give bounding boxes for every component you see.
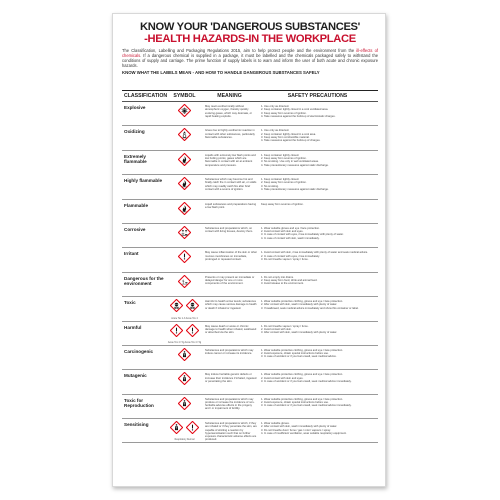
meaning-cell: Presents or may present an immediate or delayed danger for one or more components of the environment. — [205, 275, 255, 286]
precautions-cell — [257, 297, 378, 320]
precaution-line: 2. Keep container tightly closed in a cool area. — [261, 132, 316, 136]
meaning-cell: May cause inflammation of the skin or other mucous membranes on immediate, prolonged or repeated contact. — [205, 251, 257, 261]
intro-text-start: The Classification, Labelling and Packaging Regulations 2015, aim to help protect people and the environment from the — [122, 47, 357, 53]
health-hazard-icon — [178, 397, 191, 410]
exclamation-mark-icon — [186, 421, 199, 434]
precaution-line: 2. Avoid exposure, obtain special instructions before use. — [261, 400, 329, 404]
hazard-row — [122, 175, 378, 199]
precaution-line: 3. In case of accident or if you feel unwell, seek medical advice. — [261, 355, 337, 359]
precautions-cell — [257, 370, 378, 393]
classification-cell: Highly flammable — [124, 178, 163, 184]
header-classification: CLASSIFICATION — [124, 93, 168, 99]
hazard-row — [122, 126, 378, 150]
header-meaning: MEANING — [217, 93, 242, 99]
meaning-cell: Gives rise to highly exothermic reaction in contact with other substances, particularly flammable substances. — [205, 129, 255, 139]
precaution-line: 3. After contact with skin, wash immediately with plenty of water. — [261, 331, 338, 335]
precautions-cell — [257, 151, 378, 174]
health-hazard-icon — [178, 348, 191, 361]
symbol-cell — [167, 273, 202, 296]
hazard-row — [122, 151, 378, 175]
hazard-row — [122, 224, 378, 248]
precaution-line: 2. In case of contact with eyes, rinse immediately. — [261, 254, 320, 258]
hazard-row — [122, 248, 378, 272]
hazard-row — [122, 395, 378, 419]
precaution-line: 1. Wear suitable protective clothing, gloves and eye / face protection. — [261, 373, 343, 377]
precautions-cell — [257, 273, 378, 296]
classification-cell: Oxidizing — [124, 129, 145, 135]
classification-cell: Harmful — [124, 324, 142, 330]
precaution-line: 2. After contact with skin, wash immediately with plenty of water. — [261, 303, 338, 307]
precaution-line: 2. Keep away from food, drink and animal feed. — [261, 278, 318, 282]
symbol-cell — [167, 151, 202, 174]
precaution-line: 2. After contact with skin, wash immediately with plenty of water. — [261, 425, 338, 429]
precaution-line: 2. Avoid exposure, obtain special instructions before use. — [261, 352, 329, 356]
precaution-line: 1. Do not empty into drains. — [261, 275, 294, 279]
precaution-line: 3. Avoid release to the environment. — [261, 282, 304, 286]
header-safety-precautions: SAFETY PRECAUTIONS — [287, 93, 348, 99]
precaution-line: 3. In case of contact with eyes, rinse immediately with plenty of water. — [261, 233, 344, 237]
precaution-line: 1. Do not breathe vapour / spray / fume. — [261, 324, 309, 328]
skull-crossbones-icon — [186, 299, 199, 312]
precautions-cell — [257, 102, 378, 125]
precaution-line: 2. Avoid contact with skin and eyes. — [261, 230, 304, 234]
meaning-cell: Substances and preparations which may induce cancer or increase its incidence. — [205, 348, 254, 356]
intro-highlight: ill-effects of chemicals — [122, 47, 378, 58]
precaution-line: 3. Keep away from sources of ignition. — [261, 111, 307, 115]
precaution-line: 4. Take measures against the build-up of charges. — [261, 139, 321, 143]
hazard-table — [122, 90, 378, 443]
symbol-cell — [167, 419, 202, 442]
precaution-line: 1. Keep container tightly closed. — [261, 178, 300, 182]
environment-icon — [178, 275, 191, 288]
precautions-cell — [257, 346, 378, 369]
table-header-row — [122, 91, 378, 102]
precaution-line: 3. In case of accident or if you feel unwell, seek medical advice immediately. — [261, 404, 352, 408]
precaution-line: 2. Keep away from sources of ignition. — [261, 181, 307, 185]
precaution-line: 1. Wear suitable protective clothing, gloves and eye / face protection. — [261, 348, 343, 352]
flame-icon — [178, 153, 191, 166]
hazard-rows — [122, 102, 378, 443]
precaution-line: 2. Avoid contact with skin. — [261, 327, 292, 331]
meaning-cell: May react exothermically without atmospheric oxygen, thereby quickly evolving gases, which may detonate, or rapid heating explode. — [205, 105, 253, 118]
meaning-cell: Liquid substances and preparations having a low flash point. — [205, 202, 257, 209]
hazard-row — [122, 370, 378, 394]
hazard-row — [122, 102, 378, 126]
precaution-line: 1. Avoid contact with skin, rinse immediately with plenty of water and seek medical advice. — [261, 251, 369, 255]
exclamation-mark-icon — [186, 324, 199, 337]
poster-header — [122, 21, 378, 75]
precaution-line: 1. Use only as directed. — [261, 129, 290, 133]
classification-cell: Dangerous for the environment — [124, 275, 164, 286]
corrosion-icon — [178, 226, 191, 239]
meaning-cell: May cause death or acute or chronic damage to health when inhaled, swallowed or absorbed via the skin. — [205, 324, 257, 335]
symbol-cell — [167, 126, 202, 149]
precautions-cell — [257, 200, 378, 223]
precaution-line: 1. Wear suitable protective clothing, gloves and eye / face protection. — [261, 397, 343, 401]
exclamation-mark-icon — [178, 250, 191, 263]
symbol-cell — [167, 395, 202, 418]
hazard-row — [122, 200, 378, 224]
precaution-line: 3. No smoking. Use only in well ventilated areas. — [261, 160, 319, 164]
meaning-cell: Substances and preparations which, if they are inhaled or if they penetrate the skin, are capable of eliciting a reaction by hypersensitisation such that on further exposure characteristic adverse effects are produced. — [205, 422, 257, 442]
classification-cell: Toxic for Reproduction — [124, 397, 154, 408]
precaution-line: 4. Take precautionary measures against static discharge. — [261, 187, 329, 191]
exclamation-mark-icon — [170, 324, 183, 337]
classification-cell: Extremely flammable — [124, 153, 147, 164]
hazard-row — [122, 322, 378, 346]
know-labels-heading: KNOW WHAT THE LABELS MEAN - AND HOW TO HANDLE DANGEROUS SUBSTANCES SAFELY — [122, 69, 320, 75]
intro-text-end: . If a dangerous chemical is supplied in a package, it must be labelled and the chemicals packaged safely to withstand the conditions of supply and carriage. The prime function of supply labels is to warn and inform the user of both acute and chronic exposure hazards. — [122, 52, 378, 68]
hazard-poster — [112, 13, 386, 487]
symbol-cell — [167, 224, 202, 247]
poster-title-line-2: -HEALTH HAZARDS-IN THE WORKPLACE — [144, 33, 356, 46]
hazard-row — [122, 273, 378, 297]
hazard-row — [122, 297, 378, 321]
symbol-cell — [167, 297, 202, 320]
precaution-line: 2. Keep away from sources of ignition. — [261, 157, 307, 161]
flame-icon — [178, 202, 191, 215]
meaning-cell: Substances which may become hot and finally catch fire in contact with air, or solids which may readily catch fire after brief contact with a source of ignition. — [205, 178, 257, 191]
precautions-cell — [257, 126, 378, 149]
meaning-cell: Substances and preparations which, on contact with living tissues, destroy them. — [205, 226, 253, 234]
symbol-cell — [167, 175, 202, 198]
classification-cell: Irritant — [124, 251, 139, 257]
health-hazard-icon — [170, 421, 183, 434]
skull-crossbones-icon — [170, 299, 183, 312]
precaution-line: 3. Do not breathe dust / fume / gas / mist / vapours / spray. — [261, 428, 331, 432]
precaution-line: 1. Keep container tightly closed. — [261, 153, 300, 157]
precaution-line: 3. In case of accident or if you feel unwell, seek medical advice immediately. — [261, 379, 352, 383]
symbol-cell — [167, 370, 202, 393]
precaution-line: Keep away from sources of ignition. — [261, 202, 304, 206]
classification-cell: Mutagenic — [124, 373, 147, 379]
flame-over-circle-icon — [178, 128, 191, 141]
symbol-cell — [167, 200, 202, 223]
precaution-line: 4. In case of contact with skin, wash immediately. — [261, 236, 320, 240]
precaution-line: 1. Use only as directed. — [261, 105, 290, 108]
precaution-line: 4. Take measures against the build-up of electrostatic charges. — [261, 114, 336, 118]
classification-cell: Carcinogenic — [124, 348, 154, 354]
precaution-line: 4. Take precautionary measures against static discharge. — [261, 163, 329, 167]
classification-cell: Corrosive — [124, 226, 146, 232]
poster-title-line-1: KNOW YOUR 'DANGEROUS SUBSTANCES' — [140, 21, 360, 33]
precaution-line: 1. Wear suitable gloves and eye / face protection. — [261, 226, 320, 230]
precautions-cell — [257, 224, 378, 247]
exploding-bomb-icon — [178, 104, 191, 117]
meaning-cell: Liquids with extremely low flash points and low boiling points; gases which are flammable in contact with air at ambient temperature and pressure. — [205, 153, 256, 167]
meaning-cell: Harmful to health at low levels; substances which may cause serious damage to health or death if inhaled or ingested. — [205, 300, 257, 310]
flame-icon — [178, 177, 191, 190]
symbol-cell — [167, 248, 202, 271]
precaution-line: 1. Wear suitable protective clothing, gloves and eye / face protection. — [261, 300, 343, 304]
precaution-line: 3. Do not breathe vapour / spray / fume. — [261, 257, 309, 261]
precaution-line: 3. No smoking. — [261, 184, 279, 188]
intro-paragraph — [122, 49, 378, 69]
precaution-line: 3. If swallowed, seek medical advice immediately and show this container or label. — [261, 306, 359, 310]
classification-cell: Sensitising — [124, 422, 149, 428]
precaution-line: 2. Keep container tightly closed in a cool ventilated area. — [261, 108, 329, 112]
precautions-cell — [257, 322, 378, 345]
precautions-cell — [257, 175, 378, 198]
precaution-line: 1. Wear suitable gloves. — [261, 422, 290, 426]
symbol-cell — [167, 346, 202, 369]
classification-cell: Flammable — [124, 202, 148, 208]
precautions-cell — [257, 395, 378, 418]
classification-cell: Explosive — [124, 105, 146, 110]
precaution-line: 2. Avoid contact with skin and eyes. — [261, 376, 304, 380]
classification-cell: Toxic — [124, 300, 136, 306]
symbol-caption: Respiratory Dermal — [174, 439, 195, 442]
symbol-caption: Acute Tox 4 / 5g Acute Tox 4 / 5g — [167, 341, 202, 344]
header-symbol: SYMBOL — [173, 93, 196, 99]
symbol-cell — [167, 322, 202, 345]
precautions-cell — [257, 419, 378, 442]
precautions-cell — [257, 248, 378, 271]
precaution-line: 3. Keep away from combustible material. — [261, 135, 310, 139]
hazard-row — [122, 419, 378, 443]
symbol-caption: Acute Tox 1-3 Acute Tox 4 — [171, 317, 198, 320]
meaning-cell: May induce heritable genetic defects or increase their incidence if inhaled, ingested or penetrating the skin. — [205, 373, 257, 383]
meaning-cell: Substances and preparations which may produce or increase the incidence of non-heritable adverse effects in the progeny and / or impairment of fertility. — [205, 397, 255, 411]
health-hazard-icon — [178, 372, 191, 385]
symbol-cell — [167, 102, 202, 125]
precaution-line: 4. In case of insufficient ventilation, wear suitable respiratory equipment. — [261, 431, 347, 435]
hazard-row — [122, 346, 378, 370]
